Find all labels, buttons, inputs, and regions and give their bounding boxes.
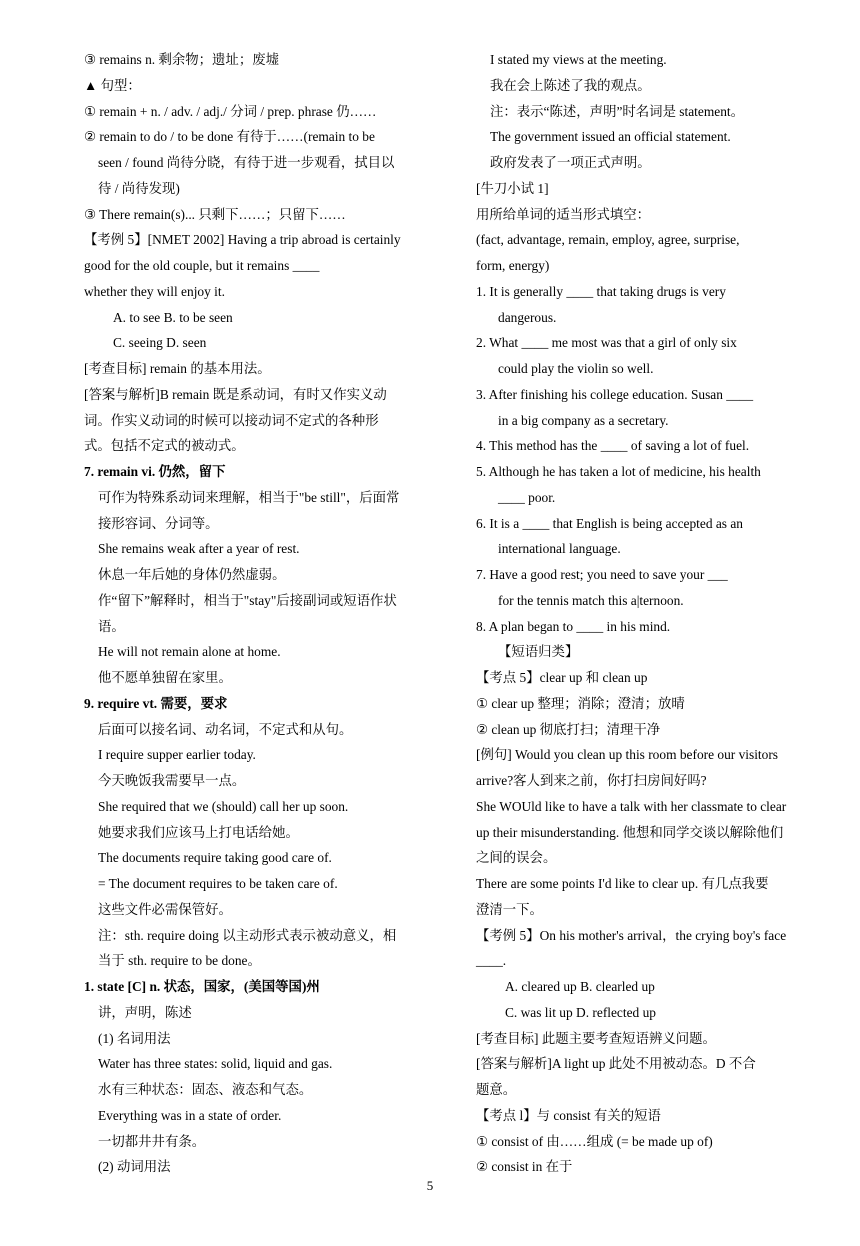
text-line: international language.: [498, 541, 621, 557]
text-line: 接形容词、分词等。: [98, 515, 219, 531]
text-line: 【考点 l】与 consist 有关的短语: [476, 1107, 661, 1123]
text-line: 题意。: [476, 1082, 517, 1097]
text-line: He will not remain alone at home.: [98, 644, 281, 660]
text-line: She required that we (should) call her up soon.: [98, 798, 349, 814]
text-line: Water has three states: solid, liquid and gas.: [98, 1056, 333, 1072]
text-line: C. seeing D. seen: [113, 335, 207, 351]
text-line: C. was lit up D. reflected up: [505, 1004, 656, 1020]
text-line: 【考例 5】On his mother's arrival，the crying boy's face: [476, 927, 787, 943]
text-line: I require supper earlier today.: [98, 747, 256, 763]
right-column: [476, 47, 828, 1180]
text-line: 后面可以接名词、动名词，不定式和从句。: [98, 721, 353, 737]
text-line: 她要求我们应该马上打电话给她。: [98, 824, 299, 840]
text-line: 待 / 尚待发现): [98, 180, 180, 196]
text-line: up their misunderstanding. 他想和同学交谈以解除他们: [476, 824, 784, 840]
text-line: 4. This method has the ____ of saving a lot of fuel.: [476, 438, 750, 454]
text-line: could play the violin so well.: [498, 361, 654, 376]
text-line: 1. It is generally ____ that taking drugs is very: [476, 283, 726, 299]
text-line: for the tennis match this a|ternoon.: [498, 592, 684, 608]
text-line: dangerous.: [498, 309, 557, 325]
text-line: 7. remain vi. 仍然，留下: [84, 464, 226, 479]
text-line: [考查目标] 此题主要考查短语辨义问题。: [476, 1030, 716, 1046]
text-line: 政府发表了一项正式声明。: [490, 155, 651, 170]
text-line: 3. After finishing his college education. Susan ____: [476, 386, 754, 402]
text-line: 注：表示“陈述，声明”时名词是 statement。: [490, 103, 745, 119]
text-line: 讲，声明，陈述: [98, 1004, 192, 1020]
text-line: (1) 名词用法: [98, 1030, 171, 1046]
text-line: She remains weak after a year of rest.: [98, 541, 300, 557]
text-line: 之间的误会。: [476, 850, 557, 866]
text-line: whether they will enjoy it.: [84, 283, 225, 299]
text-line: in a big company as a secretary.: [498, 412, 669, 428]
text-line: 我在会上陈述了我的观点。: [490, 77, 651, 93]
text-line: She WOUld like to have a talk with her classmate to clear: [476, 798, 787, 814]
text-line: = The document requires to be taken care of.: [98, 876, 338, 891]
text-line: 1. state [C] n. 状态，国家，(美国等国)州: [84, 979, 320, 994]
text-line: ② consist in 在于: [476, 1159, 573, 1175]
text-line: ② remain to do / to be done 有待于……(remain to be: [84, 129, 375, 145]
text-line: 作“留下”解释时，相当于"stay"后接副词或短语作状: [98, 592, 397, 608]
text-line: 休息一年后她的身体仍然虚弱。: [98, 567, 286, 582]
text-line: arrive?客人到来之前，你打扫房间好吗?: [476, 773, 707, 788]
text-line: good for the old couple, but it remains ____: [84, 258, 320, 273]
text-line: 6. It is a ____ that English is being accepted as an: [476, 515, 744, 531]
text-line: 他不愿单独留在家里。: [98, 670, 232, 685]
text-line: 用所给单词的适当形式填空：: [476, 206, 651, 222]
text-line: 可作为特殊系动词来理解，相当于"be still"，后面常: [98, 489, 400, 505]
text-line: 词。作实义动词的时候可以接动词不定式的各种形: [84, 412, 379, 428]
text-line: (fact, advantage, remain, employ, agree, surprise,: [476, 232, 740, 248]
text-line: ____ poor.: [498, 489, 556, 505]
text-line: [考查目标] remain 的基本用法。: [84, 361, 271, 376]
text-line: The documents require taking good care of.: [98, 850, 332, 866]
text-line: ① consist of 由……组成 (= be made up of): [476, 1133, 713, 1149]
text-line: 语。: [98, 618, 125, 634]
text-line: 澄清一下。: [476, 901, 543, 917]
text-line: 今天晚饭我需要早一点。: [98, 773, 246, 788]
text-line: [答案与解析]A light up 此处不用被动态。D 不合: [476, 1056, 756, 1072]
text-line: I stated my views at the meeting.: [490, 52, 667, 67]
text-line: [答案与解析]B remain 既是系动词，有时又作实义动: [84, 386, 387, 402]
text-line: ② clean up 彻底打扫；清理干净: [476, 721, 661, 737]
text-line: ▲ 句型：: [84, 77, 141, 93]
text-line: [牛刀小试 1]: [476, 180, 549, 196]
text-line: ① clear up 整理；消除；澄清；放晴: [476, 695, 685, 711]
text-line: 注：sth. require doing 以主动形式表示被动意义，相: [98, 927, 397, 943]
text-line: 5. Although he has taken a lot of medicine, his health: [476, 464, 761, 479]
text-line: 7. Have a good rest; you need to save your ___: [476, 567, 728, 582]
text-line: seen / found 尚待分晓，有待于进一步观看，拭目以: [98, 155, 395, 170]
text-line: 【考点 5】clear up 和 clean up: [476, 670, 648, 685]
page-number: 5: [426, 1178, 434, 1193]
text-line: form, energy): [476, 258, 550, 273]
text-line: (2) 动词用法: [98, 1159, 171, 1175]
text-line: 8. A plan began to ____ in his mind.: [476, 618, 671, 634]
text-line: 2. What ____ me most was that a girl of only six: [476, 335, 737, 351]
text-line: A. to see B. to be seen: [113, 309, 233, 325]
text-line: ③ There remain(s)... 只剩下……；只留下……: [84, 206, 346, 222]
text-line: ____.: [476, 953, 507, 969]
text-line: 这些文件必需保管好。: [98, 901, 232, 917]
text-line: 当于 sth. require to be done。: [98, 953, 261, 969]
text-line: [例句] Would you clean up this room before our visitors: [476, 747, 779, 763]
text-line: ① remain + n. / adv. / adj./ 分词 / prep. phrase 仍……: [84, 103, 377, 119]
text-line: 式。包括不定式的被动式。: [84, 438, 245, 454]
text-line: 水有三种状态：固态、液态和气态。: [98, 1082, 313, 1097]
text-line: There are some points I'd like to clear up. 有几点我要: [476, 876, 769, 891]
text-line: The government issued an official statement.: [490, 129, 731, 145]
text-line: Everything was in a state of order.: [98, 1107, 282, 1123]
text-line: A. cleared up B. clearled up: [505, 979, 655, 994]
text-line: 【短语归类】: [498, 644, 579, 660]
left-column: [84, 47, 446, 1180]
text-line: ③ remains n. 剩余物；遗址；废墟: [84, 52, 279, 67]
text-line: 9. require vt. 需要，要求: [84, 695, 228, 711]
text-line: 一切都井井有条。: [98, 1133, 206, 1149]
text-line: 【考例 5】[NMET 2002] Having a trip abroad is certainly: [84, 232, 401, 248]
